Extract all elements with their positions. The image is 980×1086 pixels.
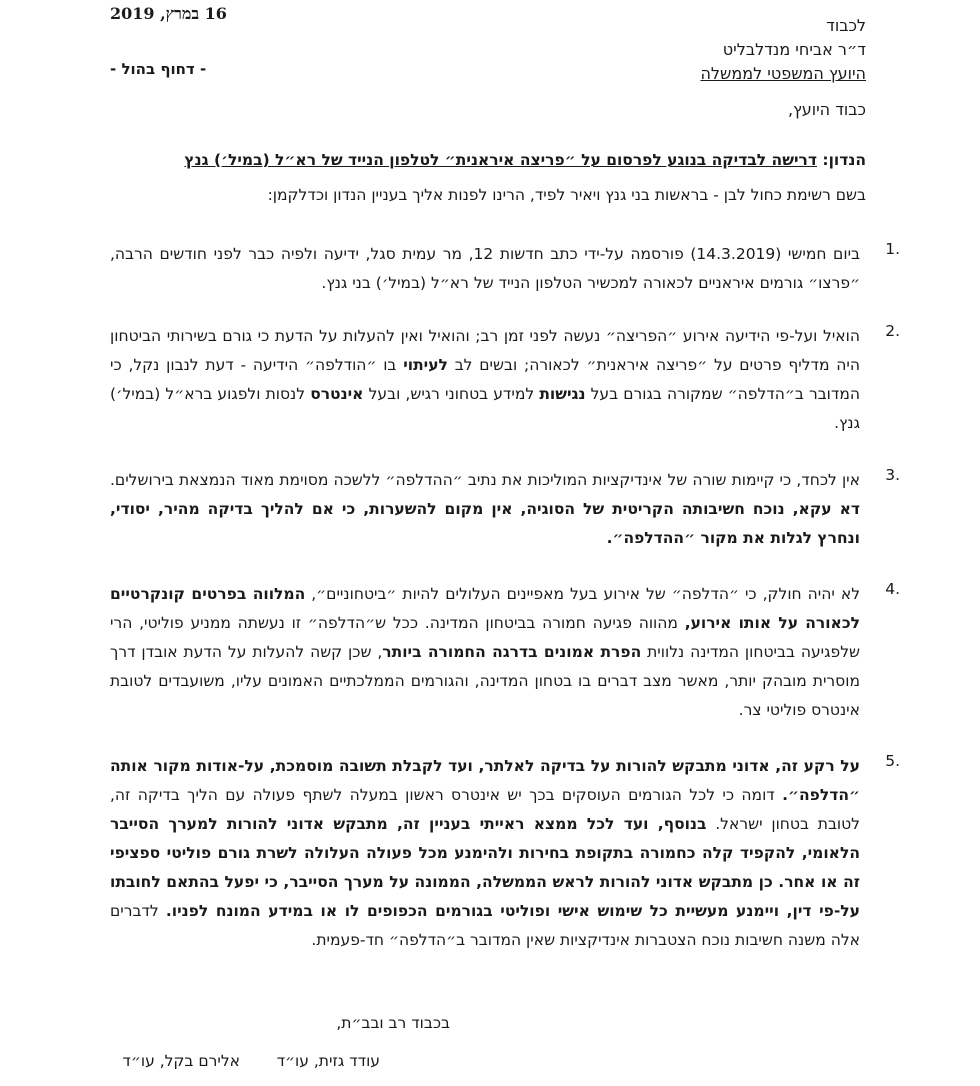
text-segment: הואיל ועל-פי הידיעה אירוע ״הפריצה״ נעשה לפני זמן רב; והואיל ואין להעלות על הדעת כי גורם בשירותי הביטחון היה מדליף פרטים על ״פריצה איראנית״ לכאורה; ובשים לב — [110, 327, 861, 374]
bold-text-segment: דא עקא, נוכח חשיבותה הקריטית של הסוגיה, אין מקום להשערות, כי אם להליך בדיקה מהיר, יסודי, ונחרץ לגלות את מקור ״ההדלפה״. — [110, 500, 860, 547]
recipient-salutation: לכבוד — [826, 16, 866, 35]
item-number: 1. — [885, 240, 900, 258]
item-body — [110, 752, 860, 955]
text-segment: למידע בטחוני רגיש, ובעל — [363, 385, 540, 403]
item-body — [110, 466, 860, 553]
item-number: 4. — [885, 580, 900, 598]
closing-line: בכבוד רב ובב״ת, — [336, 1014, 450, 1032]
bold-text-segment: לעיתוי — [403, 356, 448, 374]
text-segment: בו ״הודלפה״ הידיעה - דעת לנבון נקל, כי המדובר ב״הדלפה״ שמקורה בגורם בעל — [110, 356, 861, 403]
text-segment: דומה כי לכל הגורמים העוסקים בכך יש אינטרס ראשון במעלה לשתף פעולה עם הליך בדיקה זה, לטובת בטחון ישראל. — [110, 786, 860, 833]
item-number: 2. — [885, 322, 900, 340]
text-segment: מהווה פגיעה חמורה בביטחון המדינה. ככל ש״הדלפה״ זו נעשתה ממניע פוליטי, הרי שלפגיעה בביטחון המדינה נלווית — [110, 614, 860, 661]
text-segment: ביום חמישי (14.3.2019) פורסמה על-ידי כתב חדשות 12, מר עמית סגל, ידיעה ולפיה כבר לפני חודשים הרבה, ״פרצו״ גורמים איראניים לכאורה למכשיר הטלפון הנייד של רא״ל (במיל׳) בני גנץ. — [110, 245, 860, 292]
signature-second: אלירם בקל, עו״ד — [122, 1052, 240, 1070]
text-segment: אין לכחד, כי קיימות שורה של אינדיקציות המוליכות את נתיב ״ההדלפה״ ללשכה מסוימת מאוד הנמצאת בירושלים. — [110, 471, 860, 489]
subject-prefix: הנדון: — [816, 151, 866, 169]
numbered-item-2 — [110, 322, 900, 438]
numbered-item-4 — [110, 580, 900, 725]
text-segment: לא יהיה חולק, כי ״הדלפה״ של אירוע בעל מאפיינים העלולים להיות ״ביטחוניים״, — [305, 585, 861, 603]
text-segment: לדברים אלה משנה חשיבות נוכח הצטברות אינדיקציות שאין המדובר ב״הדלפה״ חד-פעמית. — [110, 902, 860, 949]
bold-text-segment: המלווה בפרטים קונקרטיים לכאורה על אותו אירוע, — [110, 585, 860, 632]
signature-first: עודד גזית, עו״ד — [276, 1052, 380, 1070]
recipient-block — [700, 14, 866, 86]
subject-line — [184, 151, 866, 169]
numbered-item-1 — [110, 240, 900, 298]
bold-text-segment: נגישות — [539, 385, 586, 403]
item-body — [110, 240, 860, 298]
text-segment: לנסות ולפגוע ברא״ל (במיל׳) גנץ. — [110, 385, 860, 432]
text-segment: , שכן קשה להעלות על הדעת אובדן דרך מוסרית מובהק יותר, מאשר מצב דברים בו בטחון המדינה, והגורמים הממלכתיים האמונים עליו, משועבדים לטובת אינטרס פוליטי צר. — [110, 643, 860, 719]
intro-paragraph: בשם רשימת כחול לבן - בראשות בני גנץ ויאיר לפיד, הרינו לפנות אליך בעניין הנדון וכדלקמן: — [267, 186, 866, 204]
item-number: 5. — [885, 752, 900, 770]
bold-text-segment: בנוסף, ועד לכל ממצא ראייתי בעניין זה, מתבקש אדוני להורות למערך הסייבר הלאומי, להקפיד קלה כחמורה בתקופת בחירות ולהימנע מכל פעולה העלולה לשרת גורם פוליטי ספציפי זה או אחר. כן מתבקש אדוני להורות לראש הממשלה, הממונה על מערך הסייבר, כי יפעל בהתאם לחובתו על-פי דין, ויימנע מעשיית כל שימוש אישי ופוליטי בגורמים הכפופים לו או במידע המונח לפניו. — [110, 815, 860, 920]
recipient-name: ד״ר אביחי מנדלבליט — [722, 40, 866, 59]
urgent-marker: - דחוף בהול - — [110, 60, 207, 78]
numbered-item-5 — [110, 752, 900, 955]
letter-date: 16 במרץ, 2019 — [110, 4, 227, 23]
greeting: כבוד היועץ, — [787, 100, 866, 119]
item-body — [110, 580, 860, 725]
bold-text-segment: הפרת אמונים בדרגה החמורה ביותר — [382, 643, 642, 661]
subject-text: דרישה לבדיקה בנוגע לפרסום על ״פריצה איראנית״ לטלפון הנייד של רא״ל (במיל׳) גנץ — [184, 151, 817, 169]
item-body — [110, 322, 860, 438]
numbered-item-3 — [110, 466, 900, 553]
item-number: 3. — [885, 466, 900, 484]
bold-text-segment: על רקע זה, אדוני מתבקש להורות על בדיקה לאלתר, ועד לקבלת תשובה מוסמכת, על-אודות מקור אותה ״הדלפה״. — [110, 757, 860, 804]
bold-text-segment: אינטרס — [310, 385, 364, 403]
recipient-title: היועץ המשפטי לממשלה — [700, 64, 866, 83]
